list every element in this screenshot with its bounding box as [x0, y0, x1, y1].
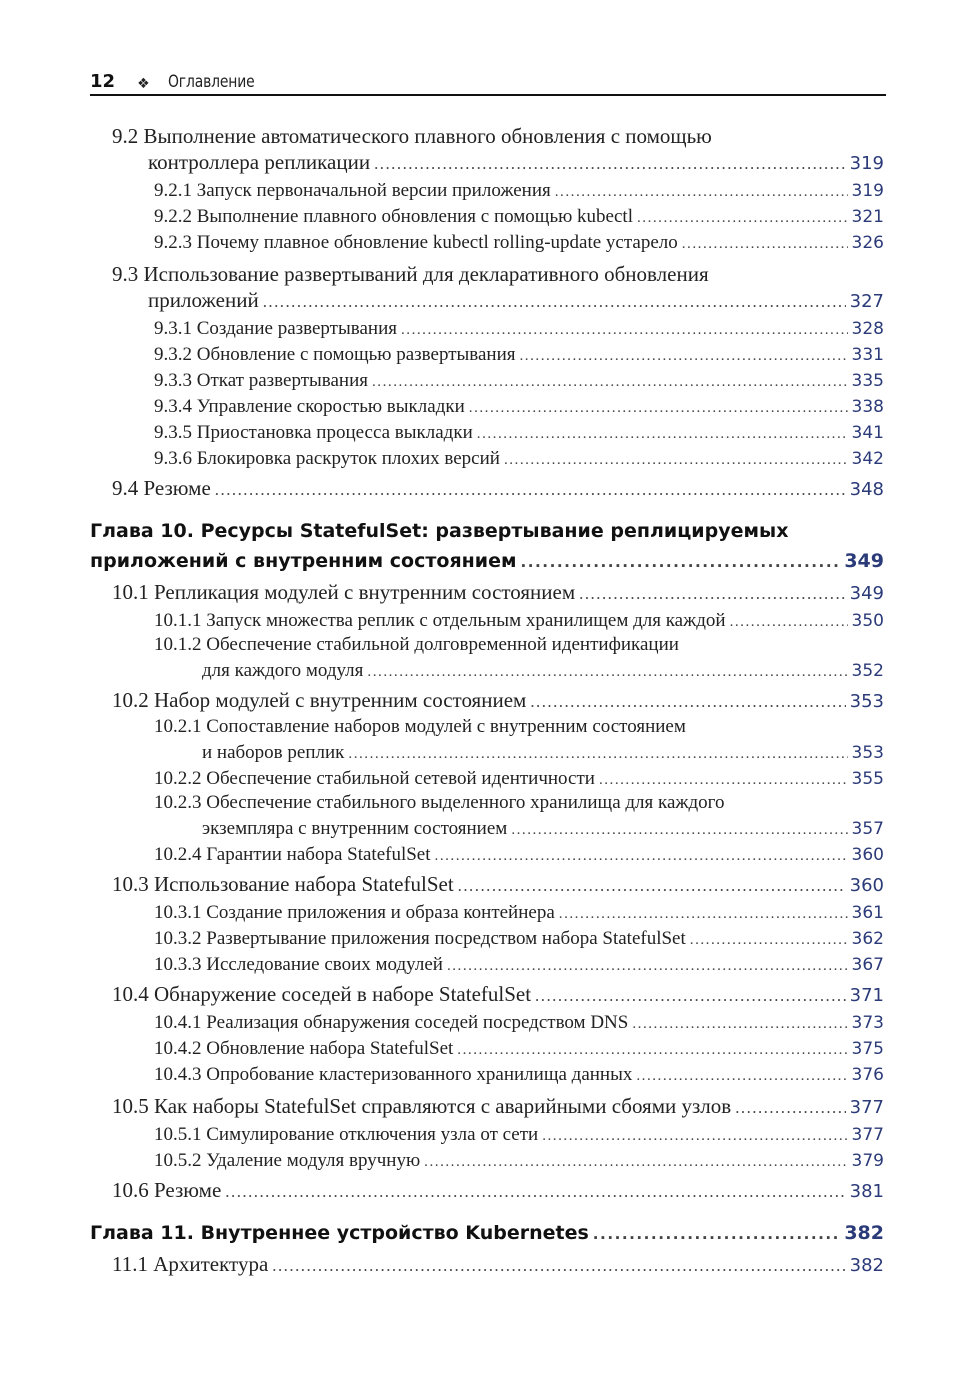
- toc-entry-text: 10.4.3 Опробование кластеризованного хранилища данных: [154, 1064, 633, 1085]
- dot-leader: [401, 321, 848, 339]
- dot-leader: [447, 957, 848, 975]
- dot-leader: [477, 425, 848, 443]
- toc-entry-text: 9.3.4 Управление скоростью выкладки: [154, 396, 465, 417]
- dot-leader: [272, 1256, 845, 1276]
- toc-entry-text: 10.3.3 Исследование своих модулей: [154, 954, 443, 975]
- toc-page-number: 373: [851, 1013, 884, 1033]
- dot-leader: [435, 847, 848, 865]
- toc-entry-10-2-4[interactable]: [154, 844, 884, 866]
- toc-entry-10-6[interactable]: [112, 1178, 884, 1203]
- toc-entry-text: 10.4.1 Реализация обнаружения соседей посредством DNS: [154, 1012, 629, 1033]
- toc-page-number: 381: [849, 1181, 884, 1202]
- toc-entry-text: 10.3.2 Развертывание приложения посредством набора StatefulSet: [154, 928, 686, 949]
- toc-entry-text: 10.1.1 Запуск множества реплик с отдельным хранилищем для каждой: [154, 610, 726, 631]
- toc-entry-9-3-line1: 9.3 Использование развертываний для декларативного обновления: [112, 262, 709, 286]
- toc-page-number: 377: [849, 1097, 884, 1118]
- toc-page-number: 342: [851, 449, 884, 469]
- toc-entry-text: 10.3 Использование набора StatefulSet: [112, 872, 454, 896]
- toc-entry-9-3-4[interactable]: [154, 396, 884, 418]
- toc-entry-10-5[interactable]: [112, 1094, 884, 1119]
- dot-leader: [555, 183, 848, 201]
- dot-leader: [559, 905, 848, 923]
- toc-entry-text: 10.2 Набор модулей с внутренним состоянием: [112, 688, 527, 712]
- toc-entry-10-2[interactable]: [112, 688, 884, 713]
- toc-entry-text: 9.3.1 Создание развертывания: [154, 318, 397, 339]
- toc-page-number: 376: [851, 1065, 884, 1085]
- dot-leader: [215, 480, 846, 500]
- dot-leader: [682, 235, 848, 253]
- toc-entry-10-4-1[interactable]: [154, 1012, 884, 1034]
- toc-entry-text: Глава 11. Внутреннее устройство Kubernetes: [90, 1222, 589, 1244]
- toc-page-number: 327: [849, 291, 884, 312]
- toc-page-number: 321: [851, 207, 884, 227]
- toc-entry-text: 9.3.3 Откат развертывания: [154, 370, 368, 391]
- toc-entry-text: 9.3.6 Блокировка раскруток плохих версий: [154, 448, 500, 469]
- toc-page-number: 350: [851, 611, 884, 631]
- toc-entry-10-4[interactable]: [112, 982, 884, 1007]
- toc-entry-text: 10.2.4 Гарантии набора StatefulSet: [154, 844, 431, 865]
- toc-entry-9-2-3[interactable]: [154, 232, 884, 254]
- toc-chapter-10[interactable]: [90, 550, 884, 572]
- toc-page-number: 349: [849, 583, 884, 604]
- toc-entry-10-5-1[interactable]: [154, 1124, 884, 1146]
- toc-entry-10-1-1[interactable]: [154, 610, 884, 632]
- running-header: [90, 68, 886, 96]
- toc-entry-text: экземпляра с внутренним состоянием: [202, 818, 508, 839]
- toc-page-number: 319: [851, 181, 884, 201]
- toc-entry-text: 10.4 Обнаружение соседей в наборе StatefulSet: [112, 982, 532, 1006]
- toc-page-number: 348: [849, 479, 884, 500]
- dot-leader: [520, 347, 848, 365]
- toc-entry-9-3-2[interactable]: [154, 344, 884, 366]
- running-title: Оглавление: [167, 72, 255, 92]
- dot-leader: [599, 771, 848, 789]
- dot-leader: [535, 986, 846, 1006]
- toc-entry-text: и наборов реплик: [202, 742, 345, 763]
- toc-entry-9-3-5[interactable]: [154, 422, 884, 444]
- toc-page-number: 326: [851, 233, 884, 253]
- dot-leader: [530, 692, 845, 712]
- dot-leader: [374, 154, 846, 174]
- dot-leader: [735, 1098, 845, 1118]
- ornament-icon: ❖: [137, 76, 150, 92]
- toc-entry-text: контроллера репликации: [148, 150, 371, 174]
- toc-page-number: 353: [849, 691, 884, 712]
- toc-page-number: 360: [849, 875, 884, 896]
- toc-entry-11-1[interactable]: [112, 1252, 884, 1277]
- toc-entry-10-2-3[interactable]: [202, 818, 884, 840]
- toc-page-number: 357: [851, 819, 884, 839]
- dot-leader: [593, 1225, 841, 1243]
- dot-leader: [521, 553, 841, 571]
- toc-page-number: 371: [849, 985, 884, 1006]
- dot-leader: [504, 451, 848, 469]
- toc-chapter-11[interactable]: [90, 1222, 884, 1244]
- dot-leader: [632, 1015, 847, 1033]
- dot-leader: [367, 663, 847, 681]
- toc-page-number: 338: [851, 397, 884, 417]
- toc-page-number: 362: [851, 929, 884, 949]
- toc-entry-10-1-2-line1: 10.1.2 Обеспечение стабильной долговременной идентификации: [154, 634, 679, 655]
- toc-page-number: 335: [851, 371, 884, 391]
- dot-leader: [469, 399, 848, 417]
- toc-entry-text: 9.3.5 Приостановка процесса выкладки: [154, 422, 473, 443]
- toc-entry-10-2-3-line1: 10.2.3 Обеспечение стабильного выделенного хранилища для каждого: [154, 792, 725, 813]
- toc-page-number: 319: [849, 153, 884, 174]
- toc-page-number: 331: [851, 345, 884, 365]
- dot-leader: [542, 1127, 847, 1145]
- toc-page-number: 341: [851, 423, 884, 443]
- toc-page-number: 355: [851, 769, 884, 789]
- toc-page-number: 375: [851, 1039, 884, 1059]
- toc-entry-9-2-line1: 9.2 Выполнение автоматического плавного обновления с помощью: [112, 124, 712, 148]
- dot-leader: [636, 1067, 847, 1085]
- toc-page-number: 382: [844, 1222, 884, 1244]
- toc-entry-text: 9.4 Резюме: [112, 476, 211, 500]
- toc-entry-10-5-2[interactable]: [154, 1150, 884, 1172]
- toc-entry-10-2-1[interactable]: [202, 742, 884, 764]
- dot-leader: [225, 1182, 845, 1202]
- toc-entry-text: 10.2.2 Обеспечение стабильной сетевой идентичности: [154, 768, 595, 789]
- toc-entry-10-4-2[interactable]: [154, 1038, 884, 1060]
- toc-entry-text: 10.1 Репликация модулей с внутренним состоянием: [112, 580, 576, 604]
- toc-page-number: 360: [851, 845, 884, 865]
- toc-entry-text: 9.2.1 Запуск первоначальной версии приложения: [154, 180, 551, 201]
- toc-entry-text: приложений: [148, 288, 259, 312]
- toc-entry-9-3-6[interactable]: [154, 448, 884, 470]
- dot-leader: [458, 876, 846, 896]
- toc-entry-10-3-2[interactable]: [154, 928, 884, 950]
- toc-entry-10-4-3[interactable]: [154, 1064, 884, 1086]
- toc-entry-text: 10.6 Резюме: [112, 1178, 222, 1202]
- toc-page-number: 382: [849, 1255, 884, 1276]
- dot-leader: [730, 613, 848, 631]
- dot-leader: [372, 373, 848, 391]
- toc-entry-9-2-2[interactable]: [154, 206, 884, 228]
- toc-entry-text: 11.1 Архитектура: [112, 1252, 269, 1276]
- dot-leader: [579, 584, 845, 604]
- dot-leader: [424, 1153, 847, 1171]
- toc-entry-9-3-3[interactable]: [154, 370, 884, 392]
- dot-leader: [263, 292, 846, 312]
- toc-entry-10-2-1-line1: 10.2.1 Сопоставление наборов модулей с внутренним состоянием: [154, 716, 686, 737]
- toc-page-number: 367: [851, 955, 884, 975]
- toc-entry-text: 10.5 Как наборы StatefulSet справляются с аварийными сбоями узлов: [112, 1094, 732, 1118]
- toc-page-number: 377: [851, 1125, 884, 1145]
- dot-leader: [348, 745, 847, 763]
- toc-entry-text: 10.3.1 Создание приложения и образа контейнера: [154, 902, 555, 923]
- toc-entry-text: 9.3.2 Обновление с помощью развертывания: [154, 344, 516, 365]
- toc-entry-text: 10.4.2 Обновление набора StatefulSet: [154, 1038, 454, 1059]
- toc-entry-10-3-1[interactable]: [154, 902, 884, 924]
- toc-page-number: 361: [851, 903, 884, 923]
- toc-page-number: 379: [851, 1151, 884, 1171]
- toc-entry-10-1-2[interactable]: [202, 660, 884, 682]
- toc-entry-text: 9.2.3 Почему плавное обновление kubectl rolling-update устарело: [154, 232, 678, 253]
- toc-entry-9-2[interactable]: [148, 150, 884, 175]
- toc-entry-text: приложений с внутренним состоянием: [90, 550, 517, 572]
- toc-entry-10-3[interactable]: [112, 872, 884, 897]
- toc-entry-9-3[interactable]: [148, 288, 884, 313]
- toc-entry-9-2-1[interactable]: [154, 180, 884, 202]
- toc-entry-10-1[interactable]: [112, 580, 884, 605]
- toc-page-number: 352: [851, 661, 884, 681]
- toc-page-number: 353: [851, 743, 884, 763]
- chapter-10-title-line1: Глава 10. Ресурсы StatefulSet: развертывание реплицируемых: [90, 520, 789, 542]
- toc-entry-10-2-2[interactable]: [154, 768, 884, 790]
- toc-page-number: 328: [851, 319, 884, 339]
- dot-leader: [690, 931, 848, 949]
- toc-entry-9-4[interactable]: [112, 476, 884, 501]
- toc-page-number: 349: [844, 550, 884, 572]
- toc-entry-10-3-3[interactable]: [154, 954, 884, 976]
- toc-entry-text: 10.5.2 Удаление модуля вручную: [154, 1150, 421, 1171]
- page-number: 12: [90, 71, 116, 92]
- dot-leader: [637, 209, 848, 227]
- toc-entry-text: для каждого модуля: [202, 660, 364, 681]
- dot-leader: [457, 1041, 847, 1059]
- toc-entry-text: 10.5.1 Симулирование отключения узла от сети: [154, 1124, 539, 1145]
- dot-leader: [511, 821, 847, 839]
- toc-entry-9-3-1[interactable]: [154, 318, 884, 340]
- toc-entry-text: 9.2.2 Выполнение плавного обновления с помощью kubectl: [154, 206, 633, 227]
